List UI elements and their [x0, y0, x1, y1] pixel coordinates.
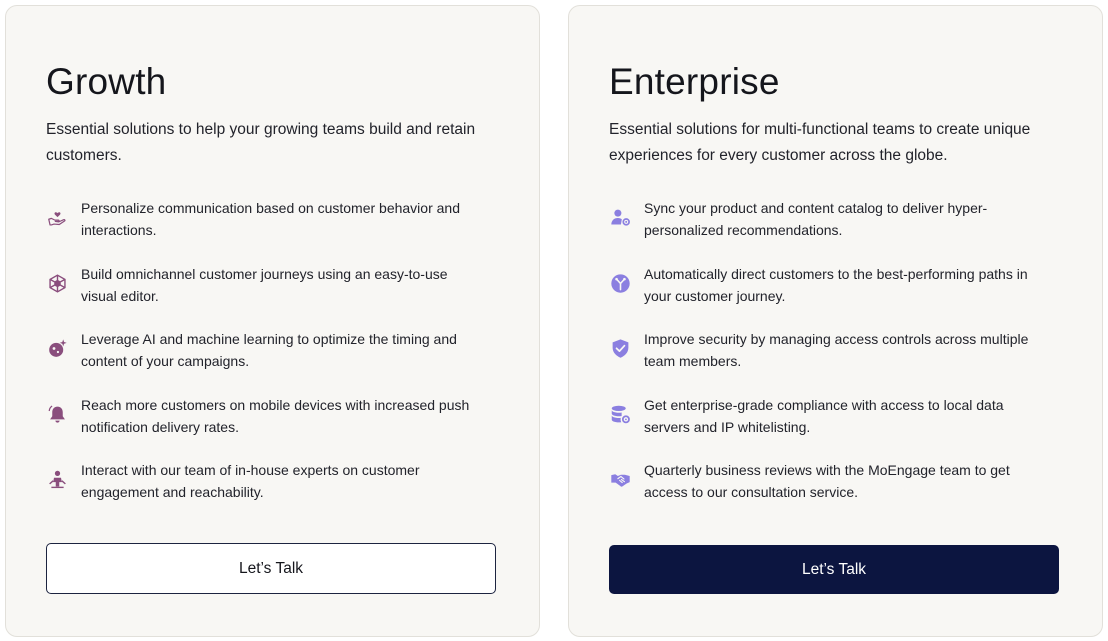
- feature-list: [609, 197, 1049, 525]
- feature-text: Reach more customers on mobile devices with increased push notification delivery rates.: [81, 396, 470, 435]
- bell-icon: [47, 404, 68, 425]
- feature-item: [46, 459, 486, 525]
- feature-item: [46, 263, 486, 329]
- user-gear-icon: [610, 207, 631, 228]
- plan-description: Essential solutions for multi-functional teams to create unique experiences for every customer across the globe.: [609, 121, 1031, 164]
- feature-item: [609, 197, 1049, 263]
- feature-item: [46, 394, 486, 460]
- feature-text: Improve security by managing access controls across multiple team members.: [644, 331, 1029, 369]
- plan-title: Enterprise: [609, 61, 780, 102]
- ai-sparkle-icon: [47, 338, 68, 359]
- plan-description: Essential solutions to help your growing teams build and retain customers.: [46, 121, 476, 164]
- feature-text: Get enterprise-grade compliance with access to local data servers and IP whitelisting.: [644, 396, 1004, 435]
- feature-text: Automatically direct customers to the best-performing paths in your customer journey.: [644, 265, 1028, 304]
- feature-text: Personalize communication based on customer behavior and interactions.: [81, 200, 460, 238]
- feature-text: Build omnichannel customer journeys using an easy-to-use visual editor.: [81, 265, 448, 304]
- feature-item: [609, 328, 1049, 394]
- enterprise-plan-card: [568, 5, 1103, 637]
- network-hub-icon: [47, 273, 68, 294]
- feature-text: Interact with our team of in-house experts on customer engagement and reachability.: [81, 462, 420, 500]
- feature-text: Sync your product and content catalog to deliver hyper-personalized recommendations.: [644, 200, 988, 238]
- shield-check-icon: [610, 338, 631, 359]
- feature-item: [46, 328, 486, 394]
- path-split-icon: [610, 273, 631, 294]
- heart-hand-icon: [47, 207, 68, 228]
- growth-plan-card: [5, 5, 540, 637]
- feature-text: Leverage AI and machine learning to optimize the timing and content of your campaigns.: [81, 331, 457, 369]
- feature-text: Quarterly business reviews with the MoEngage team to get access to our consultation service.: [644, 462, 1010, 500]
- feature-item: [609, 394, 1049, 460]
- expert-person-icon: [47, 469, 68, 490]
- plan-title: Growth: [46, 61, 167, 102]
- lets-talk-button[interactable]: Let’s Talk: [46, 543, 496, 594]
- feature-item: [609, 459, 1049, 525]
- feature-item: [609, 263, 1049, 329]
- feature-list: [46, 197, 486, 525]
- database-gear-icon: [610, 404, 631, 425]
- handshake-icon: [610, 469, 631, 490]
- lets-talk-button[interactable]: Let’s Talk: [609, 545, 1059, 594]
- feature-item: [46, 197, 486, 263]
